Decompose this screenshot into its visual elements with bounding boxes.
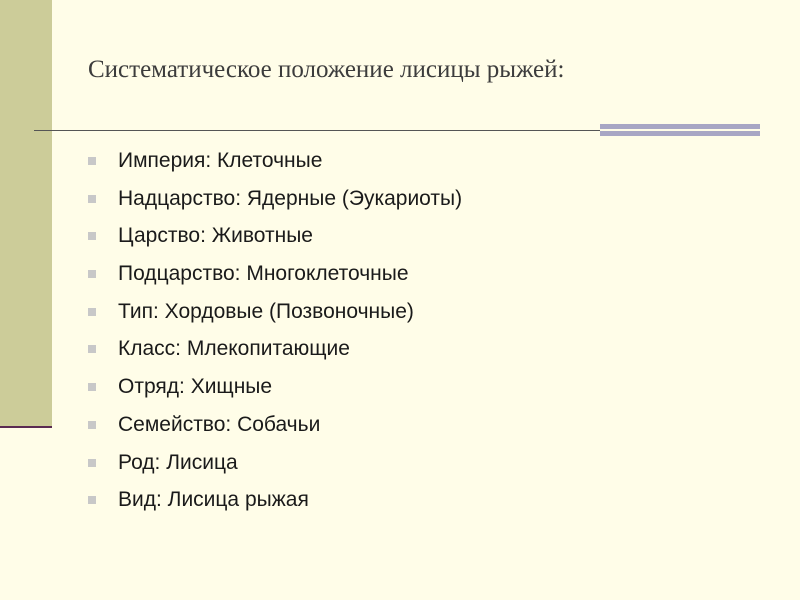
bullet-item	[84, 406, 462, 444]
square-bullet-icon	[88, 421, 96, 429]
title-accent-stripe	[600, 129, 760, 131]
bullet-item	[84, 180, 462, 218]
square-bullet-icon	[88, 383, 96, 391]
bullet-item	[84, 481, 462, 519]
square-bullet-icon	[88, 195, 96, 203]
slide-title: Систематическое положение лисицы рыжей:	[88, 56, 565, 83]
bullet-text: Род: Лисица	[118, 450, 238, 474]
bullet-text: Подцарство: Многоклеточные	[118, 262, 409, 286]
square-bullet-icon	[88, 157, 96, 165]
square-bullet-icon	[88, 308, 96, 316]
bullet-text: Надцарство: Ядерные (Эукариоты)	[118, 186, 463, 210]
bullet-item	[84, 142, 462, 180]
bullet-list	[84, 142, 462, 519]
square-bullet-icon	[88, 232, 96, 240]
bullet-text: Отряд: Хищные	[118, 375, 273, 399]
bullet-text: Класс: Млекопитающие	[118, 337, 350, 361]
square-bullet-icon	[88, 345, 96, 353]
bullet-item	[84, 255, 462, 293]
square-bullet-icon	[88, 270, 96, 278]
bullet-item	[84, 330, 462, 368]
left-decorative-band	[0, 0, 52, 426]
bullet-text: Тип: Хордовые (Позвоночные)	[118, 299, 414, 323]
bullet-item	[84, 444, 462, 482]
left-band-underline	[0, 426, 52, 428]
title-divider	[34, 130, 600, 131]
bullet-item	[84, 368, 462, 406]
bullet-item	[84, 293, 462, 331]
bullet-text: Империя: Клеточные	[118, 149, 323, 172]
bullet-item	[84, 217, 462, 255]
bullet-text: Вид: Лисица рыжая	[118, 488, 309, 512]
bullet-text: Семейство: Собачьи	[118, 412, 321, 436]
square-bullet-icon	[88, 496, 96, 504]
bullet-text: Царство: Животные	[118, 224, 313, 248]
square-bullet-icon	[88, 459, 96, 467]
